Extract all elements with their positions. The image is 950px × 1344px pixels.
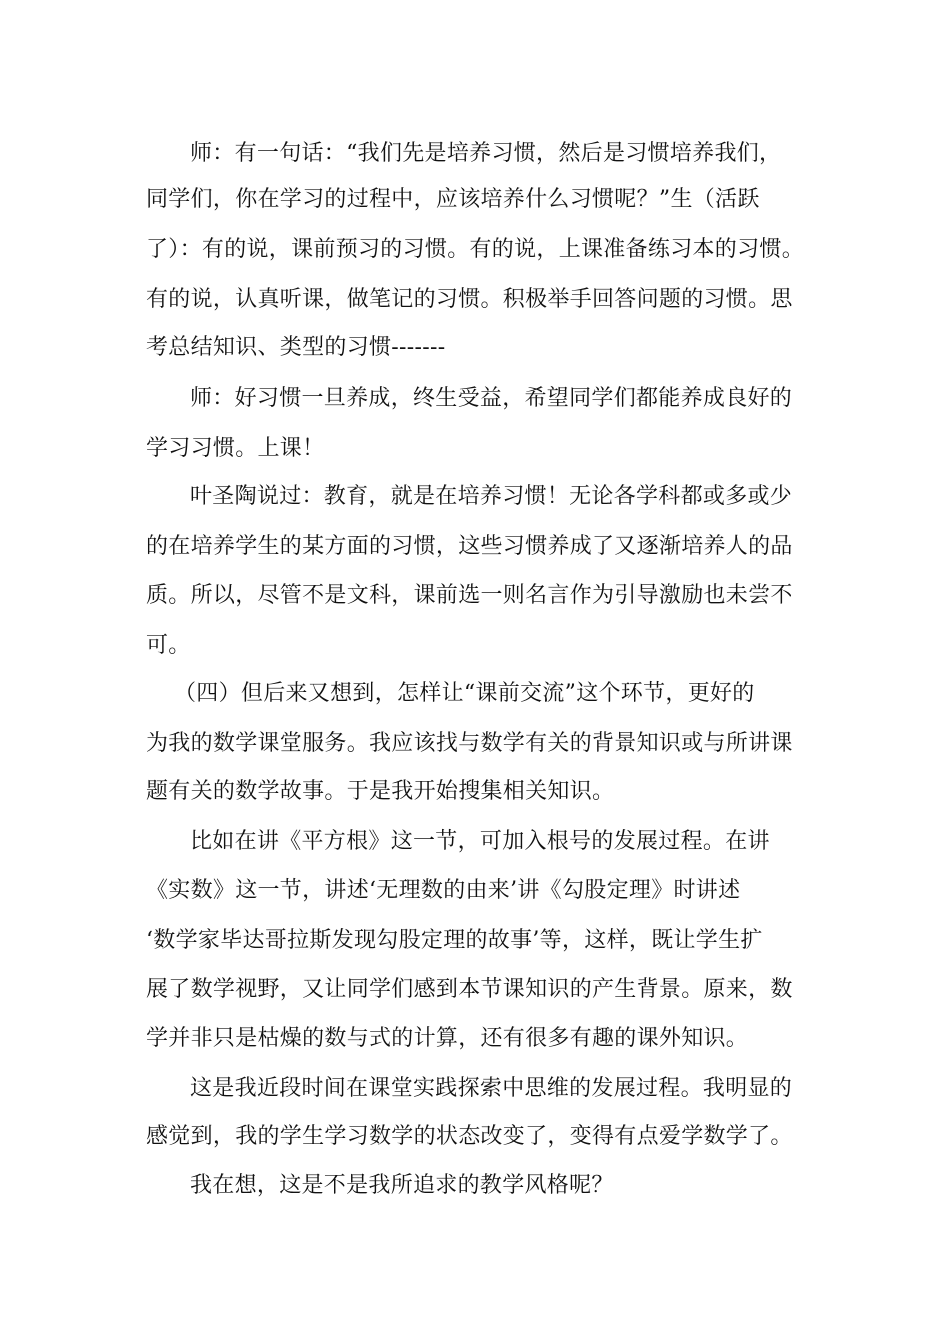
paragraph-line: 学习习惯。上课！ [146,436,325,461]
paragraph-line: 我在想，这是不是我所追求的教学风格呢？ [190,1173,614,1198]
paragraph-line: 《实数》这一节，讲述‘无理数的由来’讲《勾股定理》时讲述 [146,878,741,903]
paragraph-line: 可。 [146,633,191,658]
paragraph-line: 有的说，认真听课，做笔记的习惯。积极举手回答问题的习惯。思 [146,287,793,312]
paragraph-line: 师：有一句话：“我们先是培养习惯，然后是习惯培养我们， [190,141,782,166]
paragraph-line: 的在培养学生的某方面的习惯，这些习惯养成了又逐渐培养人的品 [146,534,793,559]
paragraph-line: 比如在讲《平方根》这一节，可加入根号的发展过程。在讲 [190,829,770,854]
paragraph-line: 题有关的数学故事。于是我开始搜集相关知识。 [146,779,615,804]
paragraph-line: （四）但后来又想到，怎样让“课前交流”这个环节，更好的 [174,681,755,706]
paragraph-line: 考总结知识、类型的习惯------- [146,335,446,360]
paragraph-line: 展了数学视野，又让同学们感到本节课知识的产生背景。原来，数 [146,977,793,1002]
paragraph-line: 为我的数学课堂服务。我应该找与数学有关的背景知识或与所讲课 [146,731,793,756]
paragraph-line: 师：好习惯一旦养成，终生受益，希望同学们都能养成良好的 [190,386,793,411]
paragraph-line: 这是我近段时间在课堂实践探索中思维的发展过程。我明显的 [190,1076,793,1101]
paragraph-line: 感觉到，我的学生学习数学的状态改变了，变得有点爱学数学了。 [146,1124,793,1149]
paragraph-line: 学并非只是枯燥的数与式的计算，还有很多有趣的课外知识。 [146,1026,749,1051]
paragraph-line: 叶圣陶说过：教育，就是在培养习惯！无论各学科都或多或少 [190,484,793,509]
paragraph-line: 质。所以，尽管不是文科，课前选一则名言作为引导激励也未尝不 [146,583,793,608]
paragraph-line: 同学们，你在学习的过程中，应该培养什么习惯呢？”生（活跃 [146,187,760,212]
paragraph-line: ‘数学家毕达哥拉斯发现勾股定理的故事’等，这样，既让学生扩 [146,928,763,953]
paragraph-line: 了）：有的说，课前预习的习惯。有的说，上课准备练习本的习惯。 [146,237,805,262]
